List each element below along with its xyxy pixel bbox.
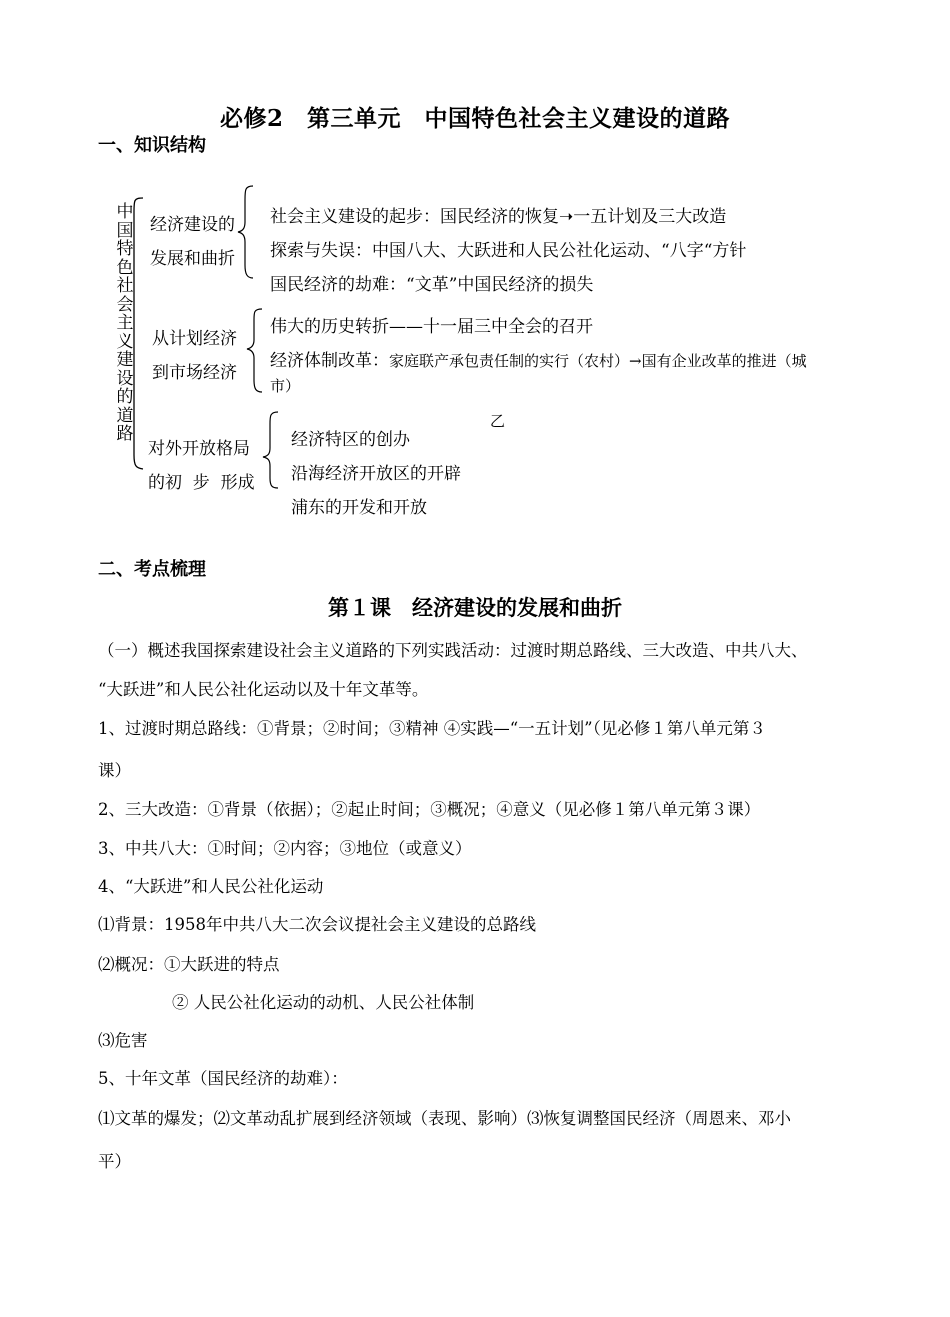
tree-root-char: 国 (116, 220, 134, 241)
tree-root-char: 中 (116, 202, 134, 222)
tree-root-char: 路 (116, 424, 134, 444)
branch3-leaf-1: 经济特区的创办 (291, 430, 410, 450)
section-heading-structure: 一、知识结构 (98, 135, 206, 156)
tree-root-char: 色 (116, 257, 134, 278)
stray-mark: 乙 (490, 412, 506, 430)
tree-root-char: 设 (116, 368, 134, 389)
paragraph-6: 3、中共八大：①时间；②内容；③地位（或意义） (98, 839, 472, 858)
paragraph-14: 平） (98, 1152, 131, 1171)
branch2-leaf-2-prefix: 经济体制改革： (270, 351, 389, 371)
branch1-leaf-3: 国民经济的劫难：“文革”中国民经济的损失 (270, 275, 594, 295)
branch2-leaf-2-wrap: 市） (270, 377, 301, 395)
paragraph-9: ⑵概况：①大跃进的特点 (98, 955, 280, 974)
branch3-label-line1: 对外开放格局 (148, 439, 250, 459)
tree-root-char: 社 (116, 276, 134, 296)
branch2-leaf-1: 伟大的历史转折——十一届三中全会的召开 (270, 317, 593, 337)
tree-root-char: 道 (116, 405, 134, 426)
paragraph-8: ⑴背景：1958年中共八大二次会议提社会主义建设的总路线 (98, 915, 536, 934)
branch2-leaf-2 (270, 346, 807, 371)
branch2-label-line2: 到市场经济 (152, 363, 237, 383)
paragraph-3: 1、过渡时期总路线：①背景；②时间；③精神 ④实践—“一五计划”（见必修１第八单元第３ (98, 719, 766, 738)
tree-root-label (115, 203, 135, 444)
tree-root-char: 会 (116, 294, 134, 315)
paragraph-10: ② 人民公社化运动的动机、人民公社体制 (172, 993, 475, 1012)
tree-root-char: 特 (116, 239, 134, 259)
paragraph-4: 课） (98, 761, 131, 780)
paragraph-2: “大跃进”和人民公社化运动以及十年文革等。 (98, 680, 429, 699)
tree-root-char: 主 (116, 313, 134, 333)
section-heading-review: 二、考点梳理 (98, 559, 206, 580)
paragraph-11: ⑶危害 (98, 1031, 148, 1050)
branch1-leaf-2: 探索与失误：中国八大、大跃进和人民公社化运动、“八字“方针 (270, 241, 747, 261)
tree-root-char: 义 (116, 331, 134, 352)
branch1-label-line2: 发展和曲折 (150, 249, 235, 269)
lesson-title: 第１课 经济建设的发展和曲折 (328, 595, 622, 620)
branch3-label-line2: 的初 步 形成 (148, 473, 255, 493)
branch2-leaf-2-detail: 家庭联产承包责任制的实行（农村）→国有企业改革的推进（城 (389, 352, 807, 370)
paragraph-7: 4、“大跃进”和人民公社化运动 (98, 877, 324, 896)
paragraph-12: 5、十年文革（国民经济的劫难）： (98, 1069, 348, 1088)
tree-root-char: 的 (116, 387, 134, 407)
branch3-leaf-3: 浦东的开发和开放 (291, 498, 427, 518)
branch1-label-line1: 经济建设的 (150, 215, 235, 235)
paragraph-5: 2、三大改造：①背景（依据）；②起止时间；③概况；④意义（见必修１第八单元第３课） (98, 800, 761, 819)
branch1-leaf-1: 社会主义建设的起步：国民经济的恢复➝一五计划及三大改造 (270, 207, 727, 227)
tree-root-char: 建 (116, 350, 134, 370)
paragraph-1: （一）概述我国探索建设社会主义道路的下列实践活动：过渡时期总路线、三大改造、中共八大、 (98, 641, 808, 660)
paragraph-13: ⑴文革的爆发；⑵文革动乱扩展到经济领域（表现、影响）⑶恢复调整国民经济（周恩来、邓小 (98, 1109, 791, 1128)
branch2-label-line1: 从计划经济 (152, 329, 237, 349)
branch3-leaf-2: 沿海经济开放区的开辟 (291, 464, 461, 484)
document-title: 必修2 第三单元 中国特色社会主义建设的道路 (219, 105, 730, 132)
